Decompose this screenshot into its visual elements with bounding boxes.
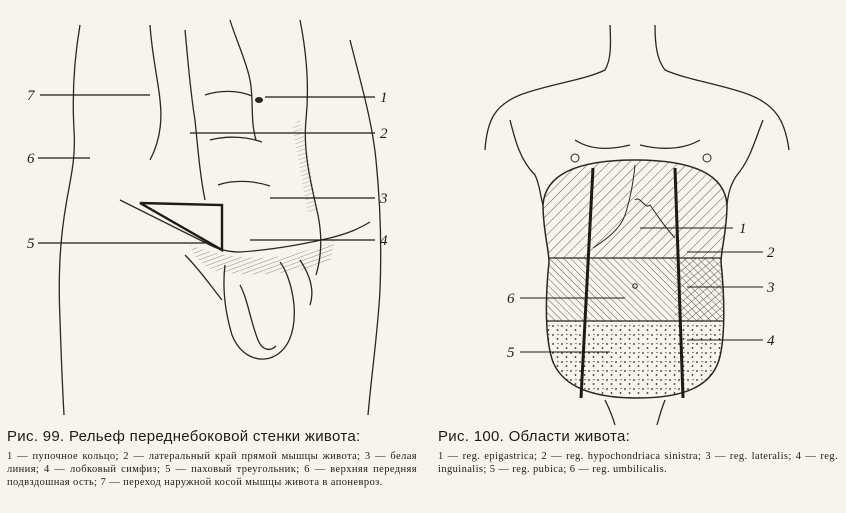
leader-lines: [38, 95, 375, 243]
figure-99-caption-text: 1 — пупочное кольцо; 2 — латеральный край прямой мышцы живота; 3 — белая линия; 4 — лобковый симфиз; 5 — паховый треугольник; 6 — верхняя передняя подвздошная ость; 7 — переход наружной косой мышцы живота в апоневроз.: [7, 451, 417, 488]
abdominal-regions: [525, 150, 745, 401]
nipple-right-mark: [703, 154, 711, 162]
label-5: 5: [27, 236, 35, 252]
figure-100-abdominal-regions: [425, 0, 846, 425]
figure-99-abdominal-wall-relief: [0, 0, 420, 425]
label-3: 3: [767, 280, 775, 296]
region-lateral-right: [675, 258, 745, 321]
label-2: 2: [767, 245, 775, 261]
umbilicus-mark: [255, 97, 263, 103]
figure-100-caption-text: 1 — reg. epigastrica; 2 — reg. hypochondriaca sinistra; 3 — reg. lateralis; 4 — reg. inguinalis; 5 — reg. pubica; 6 — reg. umbilicalis.: [438, 451, 838, 475]
figure-100-drawing: [425, 0, 846, 425]
label-2: 2: [380, 126, 388, 142]
figure-100-caption: [438, 428, 838, 476]
label-4: 4: [767, 333, 775, 349]
label-6: 6: [27, 151, 35, 167]
label-1: 1: [739, 221, 747, 237]
figure-99-caption-title: Рис. 99. Рельеф переднебоковой стенки живота:: [7, 428, 361, 445]
label-7: 7: [27, 88, 35, 104]
label-5: 5: [507, 345, 515, 361]
label-6: 6: [507, 291, 515, 307]
label-3: 3: [380, 191, 388, 207]
figure-99-caption: [7, 428, 417, 489]
figure-99-drawing: [0, 0, 420, 425]
torso-outline: [59, 20, 381, 415]
figure-100-caption-title: Рис. 100. Области живота:: [438, 428, 631, 445]
nipple-left-mark: [571, 154, 579, 162]
region-pubic-inguinal: [525, 321, 745, 401]
label-1: 1: [380, 90, 388, 106]
label-4: 4: [380, 233, 388, 249]
